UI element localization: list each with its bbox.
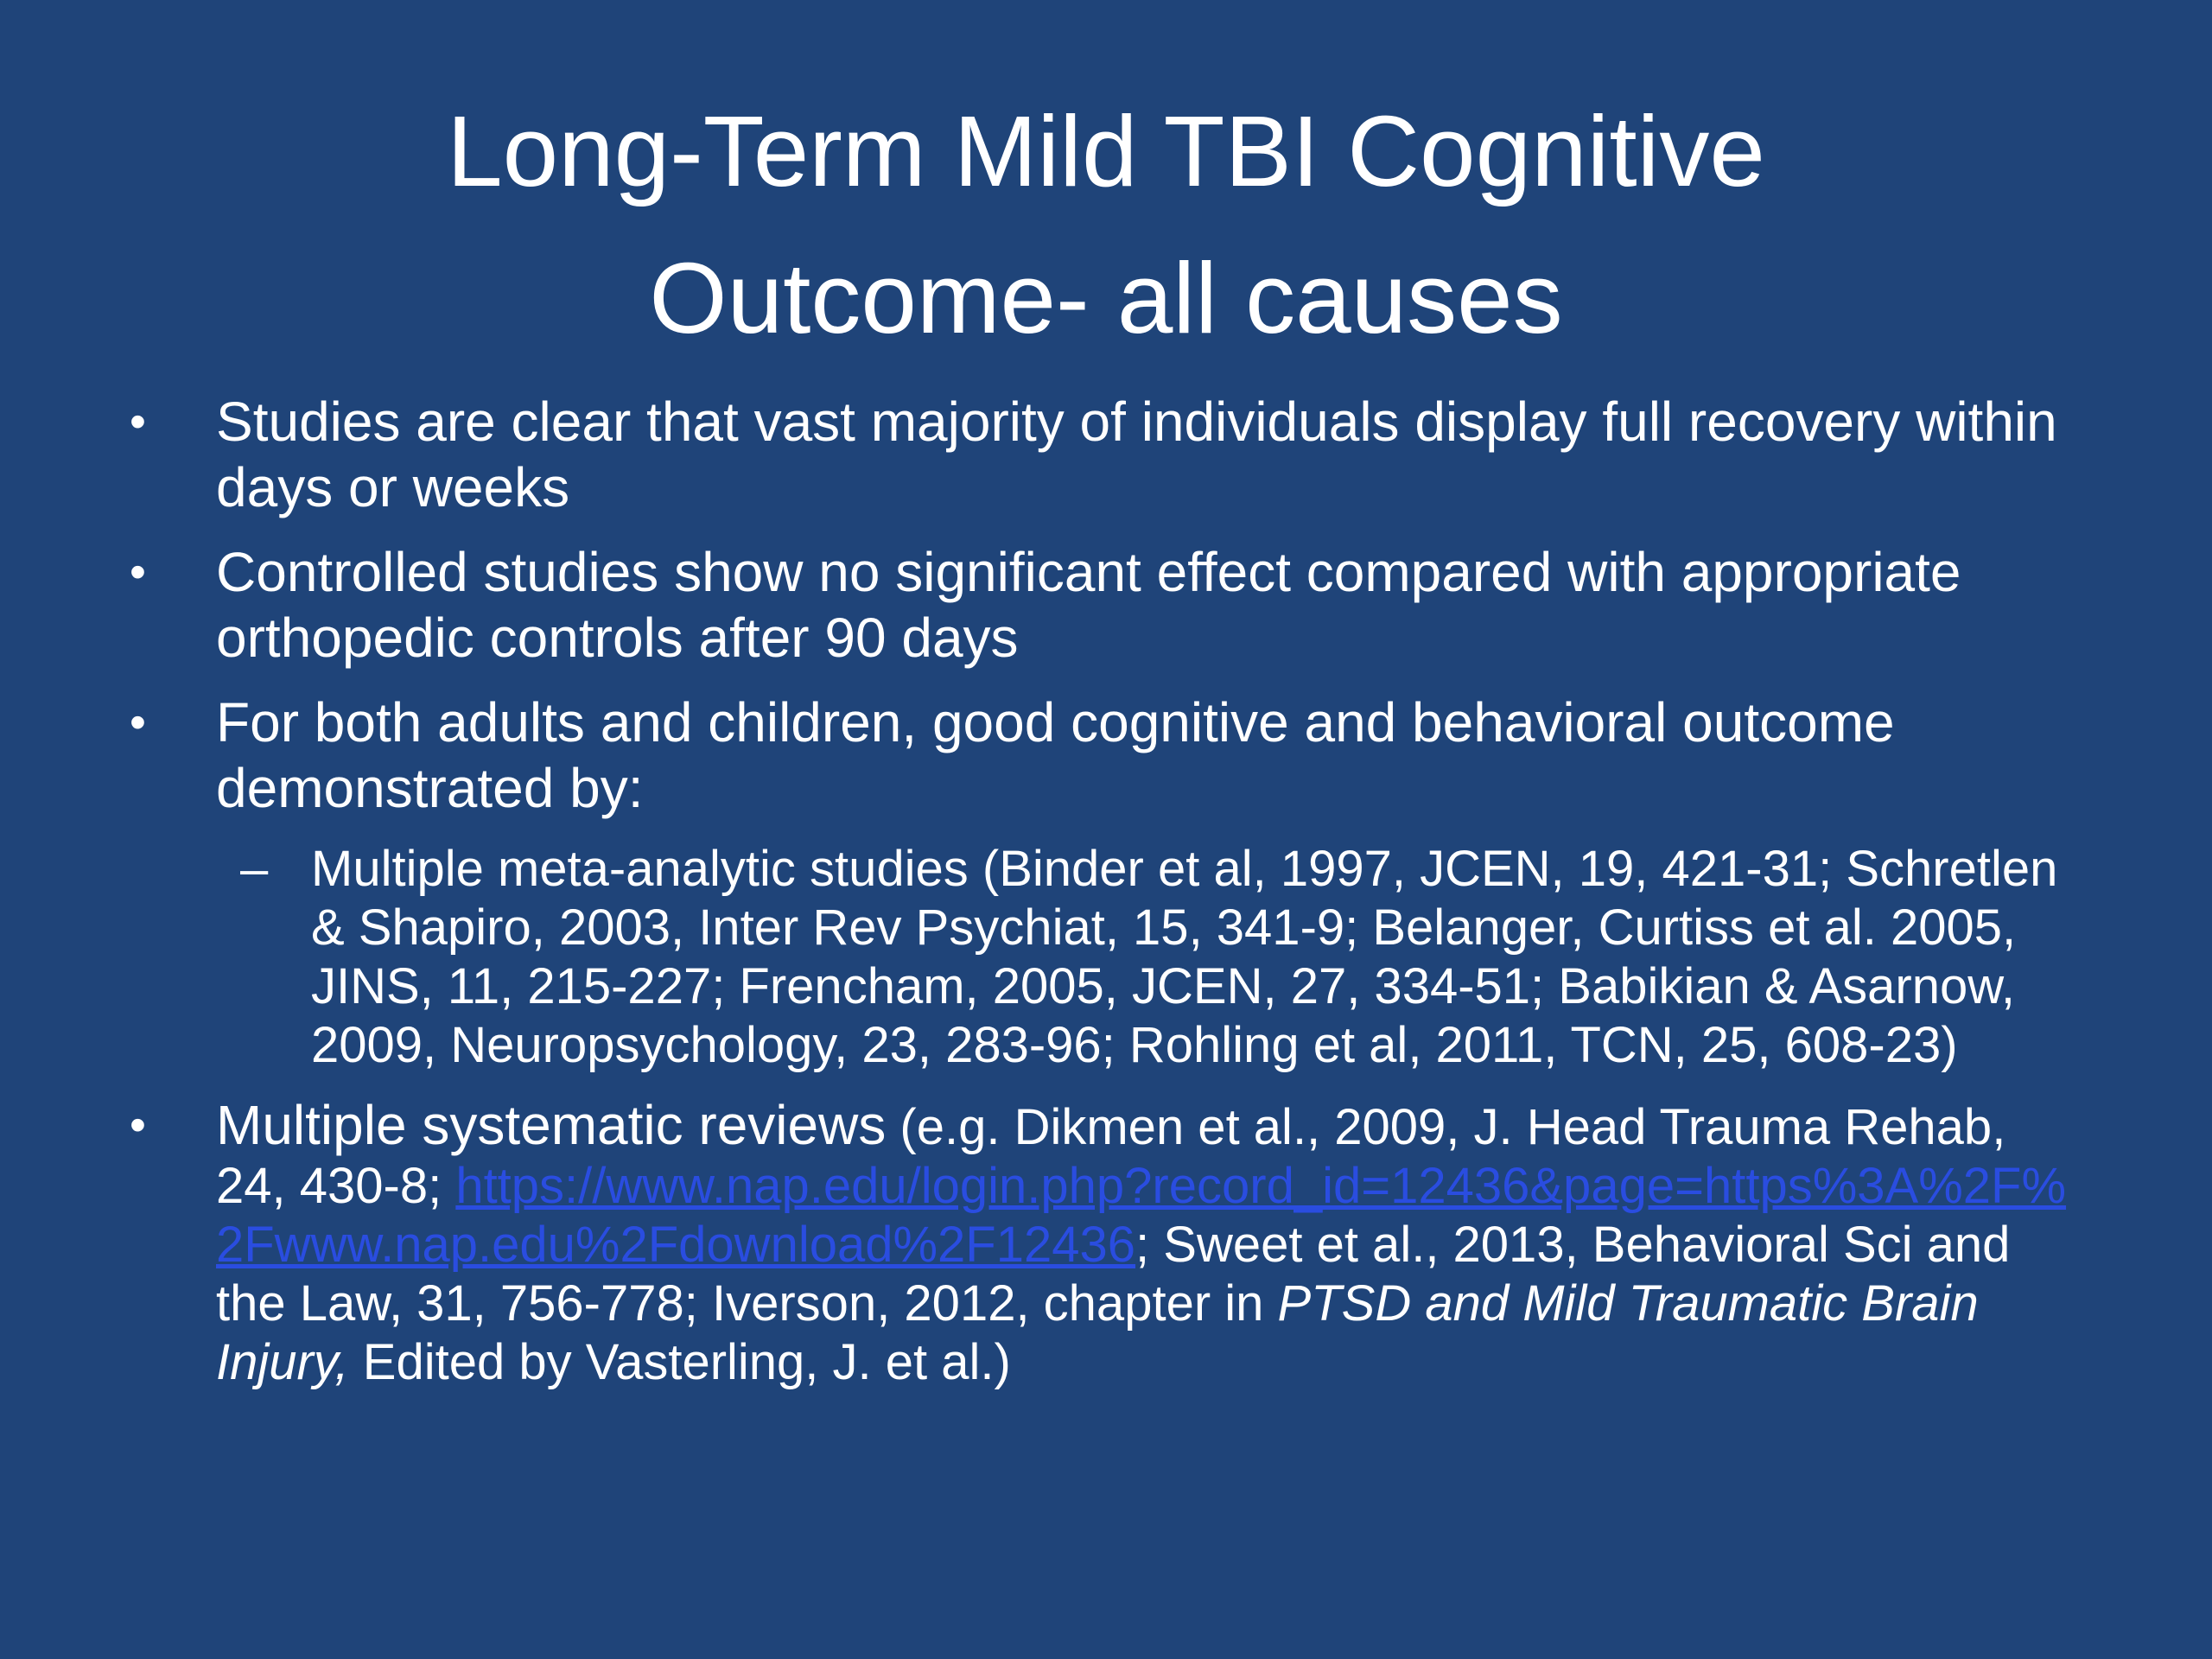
bullet-text-part-2: ; Sweet et al., 2013, Behavioral Sci and the Law, 31, 756-778; Iverson, 2012, chapter in	[216, 1217, 2011, 1332]
bullet-text: Controlled studies show no significant effect compared with appropriate orthopedic controls after 90 days	[216, 541, 1961, 669]
bullet-marker: •	[130, 696, 146, 748]
bullet-text-part-3: Edited by Vasterling, J. et al.)	[348, 1334, 1011, 1390]
title-line-1: Long-Term Mild TBI Cognitive	[447, 95, 1765, 207]
bullet-text	[216, 1096, 2082, 1392]
sub-bullet-text: Multiple meta-analytic studies (Binder et al, 1997, JCEN, 19, 421-31; Schretlen & Shapiro, 2003, Inter Rev Psychiat, 15, 341-9; Belanger, Curtiss et al. 2005, JINS, 11, 215-227; Frencham, 2005, JCEN, 27, 334-51; Babikian & Asarnow, 2009, Neuropsychology, 23, 283-96; Rohling et al, 2011, TCN, 25, 608-23)	[311, 841, 2058, 1073]
bullet-marker: •	[130, 396, 146, 448]
bullet-marker: •	[130, 546, 146, 598]
bullet-marker: •	[130, 1099, 146, 1151]
book-title-italic: PTSD and Mild Traumatic Brain Injury,	[216, 1275, 1979, 1390]
bullet-text: Studies are clear that vast majority of individuals display full recovery within days or weeks	[216, 391, 2057, 518]
slide-title	[138, 78, 2074, 372]
sub-bullet-marker: –	[240, 841, 269, 897]
sub-bullet-item	[130, 840, 2082, 1075]
bullet-item-4	[130, 1096, 2082, 1392]
bullet-item-2	[130, 539, 2082, 671]
reference-link[interactable]: https://www.nap.edu/login.php?record_id=12436&page=https%3A%2F%2Fwww.nap.edu%2Fdownload%2F12436	[216, 1158, 2067, 1273]
bullet-item-1	[130, 389, 2082, 520]
bullet-lead-text: Multiple systematic reviews	[216, 1094, 887, 1156]
bullet-item-3	[130, 690, 2082, 821]
slide-content	[130, 389, 2082, 1411]
title-line-2: Outcome- all causes	[649, 242, 1563, 354]
bullet-text-part-1: (e.g. Dikmen et al., 2009, J. Head Trauma Rehab, 24, 430-8;	[216, 1099, 2006, 1214]
bullet-text: For both adults and children, good cognitive and behavioral outcome demonstrated by:	[216, 691, 1895, 819]
